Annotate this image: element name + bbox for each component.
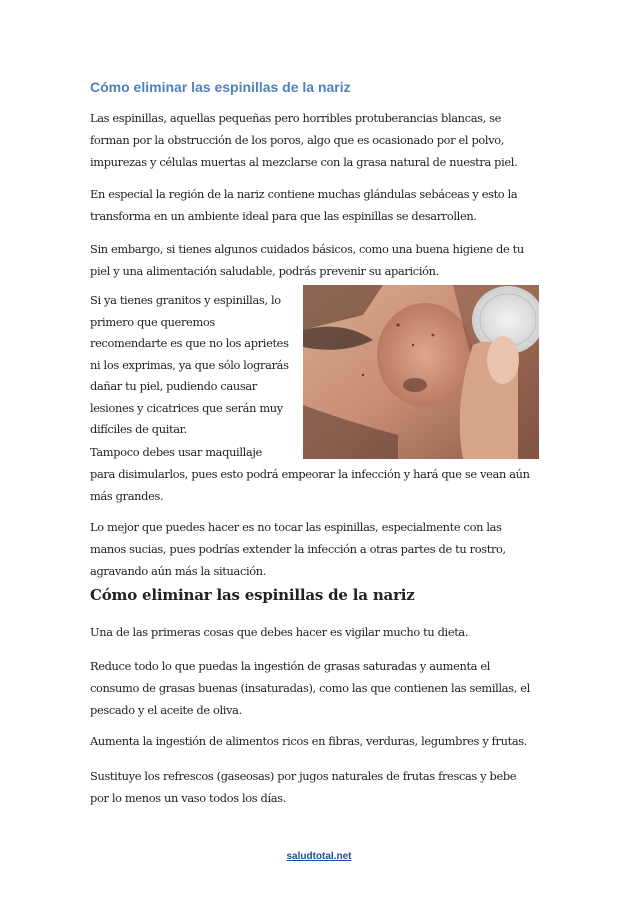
text-line: recomendarte es que no los aprietes — [90, 336, 289, 350]
text-line: manos sucias, pues podrías extender la infección a otras partes de tu rostro, — [90, 542, 506, 556]
text-line: Reduce todo lo que puedas la ingestión de grasas saturadas y aumenta el — [90, 659, 491, 673]
text-line: forman por la obstrucción de los poros, algo que es ocasionado por el polvo, — [90, 133, 505, 147]
paragraph-section-2 — [90, 655, 560, 721]
text-line: Tampoco debes usar maquillaje — [90, 445, 262, 459]
text-line: dañar tu piel, pudiendo causar — [90, 379, 257, 393]
text-line: consumo de grasas buenas (insaturadas), como las que contienen las semillas, el — [90, 681, 530, 695]
text-line: Lo mejor que puedes hacer es no tocar las espinillas, especialmente con las — [90, 520, 502, 534]
footer-link[interactable]: saludtotal.net — [286, 851, 352, 862]
paragraph-section-4 — [90, 765, 560, 809]
text-line: Sustituye los refrescos (gaseosas) por jugos naturales de frutas frescas y bebe — [90, 769, 517, 783]
text-line: lesiones y cicatrices que serán muy — [90, 400, 283, 415]
text-line: difíciles de quitar. — [90, 422, 187, 436]
text-line: piel y una alimentación saludable, podrás prevenir su aparición. — [90, 264, 439, 278]
text-line: Aumenta la ingestión de alimentos ricos en fibras, verduras, legumbres y frutas. — [90, 734, 528, 748]
face-photo — [303, 285, 539, 459]
paragraph-intro-6 — [90, 516, 560, 582]
paragraph-intro-5 — [90, 441, 560, 507]
text-line: Sin embargo, si tienes algunos cuidados básicos, como una buena higiene de tu — [90, 242, 524, 256]
text-line: por lo menos un vaso todos los días. — [90, 791, 286, 805]
paragraph-intro-3 — [90, 238, 560, 282]
text-line: para disimularlos, pues esto podrá empeorar la infección y hará que se vean aún — [90, 467, 530, 481]
paragraph-section-1 — [90, 621, 560, 643]
text-line: En especial la región de la nariz contiene muchas glándulas sebáceas y esto la — [90, 187, 518, 201]
text-line: Si ya tienes granitos y espinillas, lo — [90, 293, 281, 307]
face-photo-illustration — [303, 285, 539, 459]
paragraph-intro-1 — [90, 107, 560, 173]
text-line: agravando aún más la situación. — [90, 564, 267, 578]
text-line: pescado y el aceite de oliva. — [90, 703, 242, 717]
text-line: más grandes. — [90, 489, 164, 503]
section-heading: Cómo eliminar las espinillas de la nariz — [90, 586, 415, 604]
text-line: transforma en un ambiente ideal para que las espinillas se desarrollen. — [90, 209, 477, 223]
page-title: Cómo eliminar las espinillas de la nariz — [90, 79, 351, 95]
text-line: primero que queremos — [90, 314, 215, 329]
text-line: ni los exprimas, ya que sólo lograrás — [90, 357, 289, 372]
paragraph-section-3 — [90, 730, 560, 752]
paragraph-intro-2 — [90, 183, 560, 227]
text-line: Las espinillas, aquellas pequeñas pero horribles protuberancias blancas, se — [90, 111, 502, 125]
text-line: impurezas y células muertas al mezclarse con la grasa natural de nuestra piel. — [90, 155, 518, 169]
text-line: Una de las primeras cosas que debes hacer es vigilar mucho tu dieta. — [90, 625, 469, 639]
